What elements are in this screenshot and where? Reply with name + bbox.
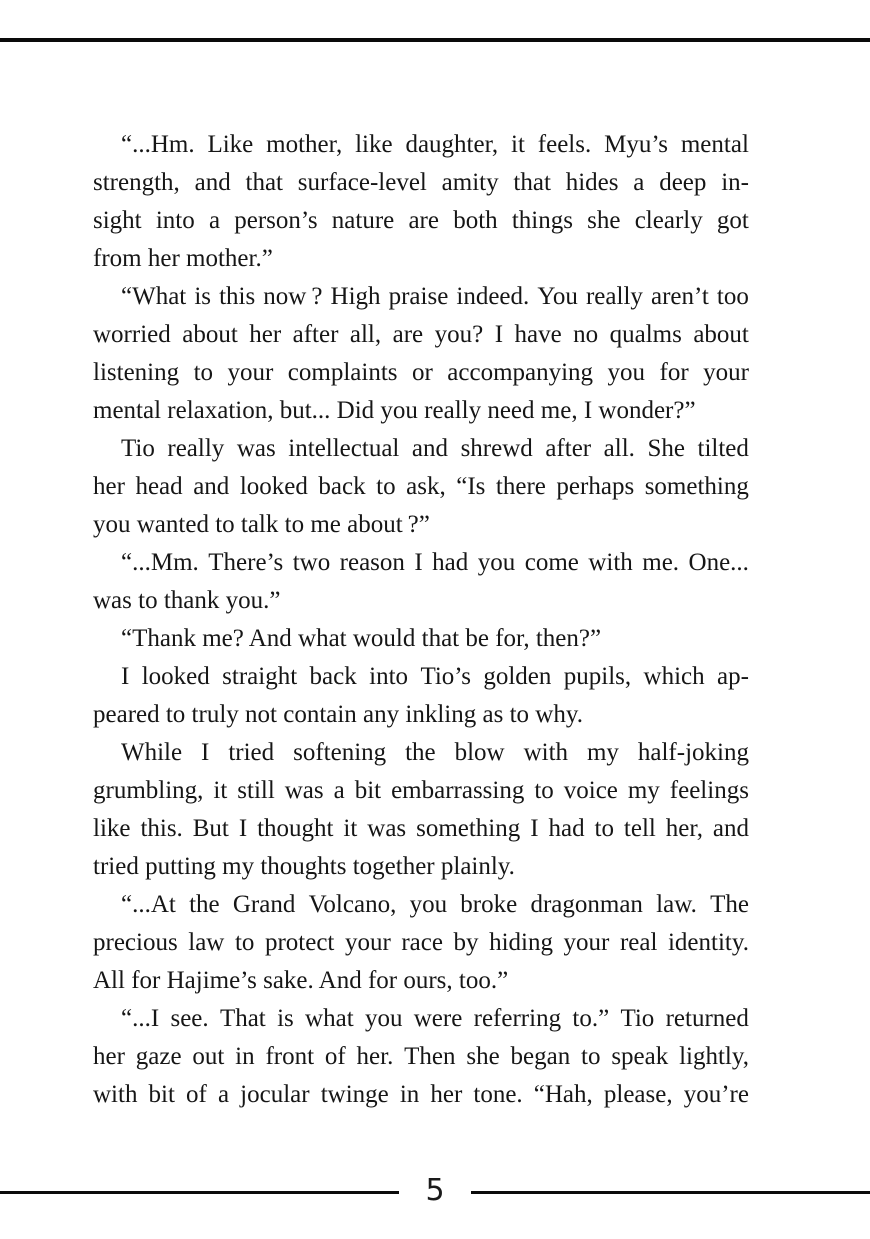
word: perhaps bbox=[556, 473, 635, 500]
word: what bbox=[305, 1005, 354, 1032]
word: her. bbox=[356, 1043, 394, 1070]
word: bit bbox=[148, 1081, 175, 1108]
word: the bbox=[189, 891, 220, 918]
word: complaints bbox=[287, 359, 398, 386]
word: broke bbox=[460, 891, 518, 918]
word: there bbox=[495, 473, 546, 500]
top-rule bbox=[0, 38, 870, 42]
word: to bbox=[594, 815, 614, 842]
word: law bbox=[188, 929, 225, 956]
word: “Hah, bbox=[533, 1081, 593, 1108]
text-line bbox=[93, 278, 749, 316]
word: jocular bbox=[240, 1081, 310, 1108]
word: I bbox=[121, 663, 130, 690]
word: a bbox=[217, 1081, 230, 1108]
text-line bbox=[93, 886, 749, 924]
word: that bbox=[245, 169, 283, 196]
word: The bbox=[710, 891, 749, 918]
word: indeed. bbox=[456, 283, 530, 310]
word: too bbox=[716, 283, 749, 310]
word: she bbox=[587, 207, 621, 234]
word: to bbox=[234, 929, 255, 956]
word: looked bbox=[239, 473, 308, 500]
word: got bbox=[716, 207, 749, 234]
word: Tio bbox=[121, 435, 155, 462]
word: “...At bbox=[121, 891, 176, 918]
word: is bbox=[194, 283, 211, 310]
text-line bbox=[93, 316, 749, 354]
word: in bbox=[235, 1043, 255, 1070]
text-line: peared to truly not contain any inkling as to why. bbox=[93, 701, 583, 728]
word: was bbox=[236, 435, 276, 462]
text-line bbox=[93, 544, 749, 582]
word: Myu’s bbox=[604, 131, 668, 158]
word: with bbox=[523, 739, 569, 766]
word: hides bbox=[565, 169, 619, 196]
word: feelings bbox=[669, 777, 749, 804]
word: you bbox=[364, 1005, 403, 1032]
word: by bbox=[453, 929, 479, 956]
word: come bbox=[524, 549, 579, 576]
word: all. bbox=[603, 435, 635, 462]
word: lightly, bbox=[679, 1043, 749, 1070]
word: I bbox=[201, 739, 210, 766]
text-line bbox=[93, 734, 749, 772]
word: her, bbox=[665, 815, 703, 842]
word: back bbox=[318, 473, 366, 500]
word: identity. bbox=[667, 929, 749, 956]
word: her bbox=[249, 321, 282, 348]
word: about bbox=[693, 321, 749, 348]
word: Tio bbox=[620, 1005, 655, 1032]
word: voice bbox=[563, 777, 618, 804]
word: referring bbox=[473, 1005, 562, 1032]
word: half-joking bbox=[637, 739, 749, 766]
word: deep bbox=[659, 169, 707, 196]
word: amity bbox=[441, 169, 499, 196]
word: “...Hm. bbox=[121, 131, 195, 158]
word: was bbox=[367, 815, 407, 842]
word: your bbox=[703, 359, 749, 386]
word: I bbox=[530, 815, 539, 842]
word: it bbox=[511, 131, 525, 158]
word: like bbox=[93, 815, 131, 842]
word: no bbox=[573, 321, 599, 348]
word: dragonman bbox=[530, 891, 643, 918]
word: you? bbox=[434, 321, 484, 348]
word: now ? bbox=[263, 283, 323, 310]
word: “What bbox=[121, 283, 187, 310]
word: Then bbox=[404, 1043, 456, 1070]
text-line bbox=[93, 1076, 749, 1114]
word: a bbox=[208, 207, 221, 234]
word: twinge bbox=[320, 1081, 389, 1108]
word: was bbox=[284, 777, 324, 804]
word: still bbox=[237, 777, 275, 804]
word: began bbox=[510, 1043, 571, 1070]
text-line: All for Hajime’s sake. And for ours, too.” bbox=[93, 967, 509, 994]
word: to bbox=[193, 359, 214, 386]
word: intellectual bbox=[288, 435, 400, 462]
word: you’re bbox=[683, 1081, 749, 1108]
word: There’s bbox=[208, 549, 284, 576]
word: High bbox=[330, 283, 381, 310]
word: really bbox=[167, 435, 225, 462]
word: hiding bbox=[489, 929, 553, 956]
word: your bbox=[227, 359, 274, 386]
word: Like bbox=[207, 131, 254, 158]
word: mental bbox=[680, 131, 749, 158]
word: back bbox=[309, 663, 357, 690]
word: real bbox=[619, 929, 658, 956]
word: ap- bbox=[717, 663, 749, 690]
word: your bbox=[344, 929, 391, 956]
text-line: was to thank you.” bbox=[93, 587, 281, 614]
word: two bbox=[292, 549, 331, 576]
word: “...Mm. bbox=[121, 549, 199, 576]
word: is bbox=[277, 1005, 294, 1032]
word: to.” bbox=[572, 1005, 610, 1032]
word: strength, bbox=[93, 169, 180, 196]
word: pupils, bbox=[563, 663, 632, 690]
word: tilted bbox=[697, 435, 749, 462]
word: in- bbox=[721, 169, 749, 196]
word: bit bbox=[354, 777, 382, 804]
text-line: “Thank me? And what would that be for, then?” bbox=[121, 625, 602, 652]
word: But bbox=[192, 815, 229, 842]
word: really bbox=[585, 283, 643, 310]
word: Grand bbox=[232, 891, 296, 918]
word: reason bbox=[339, 549, 405, 576]
word: to bbox=[581, 1043, 601, 1070]
word: aren’t bbox=[650, 283, 709, 310]
word: looked bbox=[141, 663, 210, 690]
word: for bbox=[659, 359, 689, 386]
word: gaze bbox=[135, 1043, 182, 1070]
word: One... bbox=[688, 549, 749, 576]
word: protect bbox=[264, 929, 335, 956]
word: with bbox=[588, 549, 633, 576]
word: person’s bbox=[234, 207, 318, 234]
word: of bbox=[324, 1043, 346, 1070]
text-line bbox=[93, 924, 749, 962]
word: I bbox=[494, 321, 504, 348]
word: surface-level bbox=[297, 169, 427, 196]
word: Tio’s bbox=[420, 663, 471, 690]
word: tell bbox=[623, 815, 656, 842]
word: see. bbox=[170, 1005, 209, 1032]
word: I bbox=[238, 815, 248, 842]
word: returned bbox=[665, 1005, 749, 1032]
word: of bbox=[186, 1081, 207, 1108]
word: shrewd bbox=[460, 435, 533, 462]
word: her bbox=[430, 1081, 463, 1108]
word: precious bbox=[93, 929, 178, 956]
text-line: tried putting my thoughts together plainly. bbox=[93, 853, 515, 880]
word: it bbox=[343, 815, 358, 842]
word: about bbox=[182, 321, 238, 348]
word: law. bbox=[656, 891, 697, 918]
text-line bbox=[93, 126, 749, 164]
word: her bbox=[93, 1043, 125, 1070]
text-line bbox=[93, 658, 749, 696]
word: and bbox=[194, 169, 231, 196]
word: blow bbox=[454, 739, 505, 766]
word: with bbox=[93, 1081, 138, 1108]
word: you bbox=[477, 549, 516, 576]
word: you bbox=[409, 891, 448, 918]
word: or bbox=[411, 359, 433, 386]
word: qualms bbox=[609, 321, 682, 348]
word: front bbox=[265, 1043, 315, 1070]
text-line bbox=[93, 1038, 749, 1076]
word: it bbox=[213, 777, 228, 804]
word: nature bbox=[331, 207, 395, 234]
word: like bbox=[355, 131, 393, 158]
text-line bbox=[93, 354, 749, 392]
word: feels. bbox=[537, 131, 592, 158]
text-line bbox=[93, 468, 749, 506]
text-line bbox=[93, 202, 749, 240]
word: after bbox=[545, 435, 592, 462]
word: praise bbox=[388, 283, 449, 310]
text-line: mental relaxation, but... Did you really need me, I wonder?” bbox=[93, 397, 696, 424]
word: a bbox=[333, 777, 345, 804]
word: something bbox=[416, 815, 521, 842]
word: and bbox=[193, 473, 230, 500]
text-line bbox=[93, 1000, 749, 1038]
word: That bbox=[219, 1005, 266, 1032]
word: golden bbox=[483, 663, 552, 690]
word: something bbox=[644, 473, 749, 500]
word: race bbox=[401, 929, 443, 956]
word: tried bbox=[228, 739, 275, 766]
text-line bbox=[93, 772, 749, 810]
word: have bbox=[514, 321, 562, 348]
word: please, bbox=[603, 1081, 673, 1108]
text-line bbox=[93, 430, 749, 468]
word: had bbox=[548, 815, 585, 842]
word: and bbox=[712, 815, 749, 842]
footer-rule-right bbox=[471, 1191, 870, 1194]
word: mother, bbox=[266, 131, 343, 158]
word: ask, bbox=[406, 473, 446, 500]
word: to bbox=[534, 777, 554, 804]
text-line bbox=[93, 164, 749, 202]
word: that bbox=[513, 169, 551, 196]
word: are bbox=[408, 207, 439, 234]
word: I bbox=[414, 549, 423, 576]
word: grumbling, bbox=[93, 777, 204, 804]
word: listening bbox=[93, 359, 180, 386]
word: both bbox=[453, 207, 498, 234]
word: my bbox=[627, 777, 660, 804]
word: your bbox=[563, 929, 610, 956]
word: head bbox=[135, 473, 183, 500]
word: a bbox=[633, 169, 645, 196]
word: She bbox=[647, 435, 685, 462]
word: this bbox=[219, 283, 256, 310]
footer-rule-left bbox=[0, 1191, 399, 1194]
page-text bbox=[93, 126, 749, 1114]
word: the bbox=[405, 739, 436, 766]
word: sight bbox=[93, 207, 142, 234]
word: you bbox=[607, 359, 646, 386]
word: all, bbox=[349, 321, 382, 348]
word: You bbox=[537, 283, 578, 310]
word: speak bbox=[611, 1043, 669, 1070]
word: embarrassing bbox=[391, 777, 525, 804]
word: after bbox=[292, 321, 339, 348]
word: and bbox=[411, 435, 449, 462]
word: are bbox=[392, 321, 424, 348]
word: which bbox=[643, 663, 705, 690]
word: in bbox=[399, 1081, 420, 1108]
word: tone. bbox=[473, 1081, 523, 1108]
word: softening bbox=[293, 739, 387, 766]
word: my bbox=[586, 739, 619, 766]
word: had bbox=[432, 549, 469, 576]
word: “Is bbox=[456, 473, 486, 500]
page-footer bbox=[0, 1172, 870, 1212]
word: she bbox=[466, 1043, 500, 1070]
page-number: 5 bbox=[425, 1173, 445, 1208]
word: clearly bbox=[634, 207, 703, 234]
word: were bbox=[413, 1005, 463, 1032]
word: things bbox=[511, 207, 573, 234]
word: daughter, bbox=[405, 131, 499, 158]
word: Volcano, bbox=[308, 891, 397, 918]
word: thought bbox=[257, 815, 334, 842]
word: to bbox=[376, 473, 396, 500]
text-line: you wanted to talk to me about ?” bbox=[93, 511, 430, 538]
word: accompanying bbox=[447, 359, 594, 386]
word: straight bbox=[222, 663, 298, 690]
text-line: from her mother.” bbox=[93, 245, 273, 272]
word: me. bbox=[642, 549, 680, 576]
word: her bbox=[93, 473, 125, 500]
word: While bbox=[121, 739, 183, 766]
word: this. bbox=[140, 815, 183, 842]
word: into bbox=[369, 663, 409, 690]
word: into bbox=[155, 207, 195, 234]
word: worried bbox=[93, 321, 171, 348]
word: out bbox=[192, 1043, 225, 1070]
word: “...I bbox=[121, 1005, 160, 1032]
text-line bbox=[93, 810, 749, 848]
